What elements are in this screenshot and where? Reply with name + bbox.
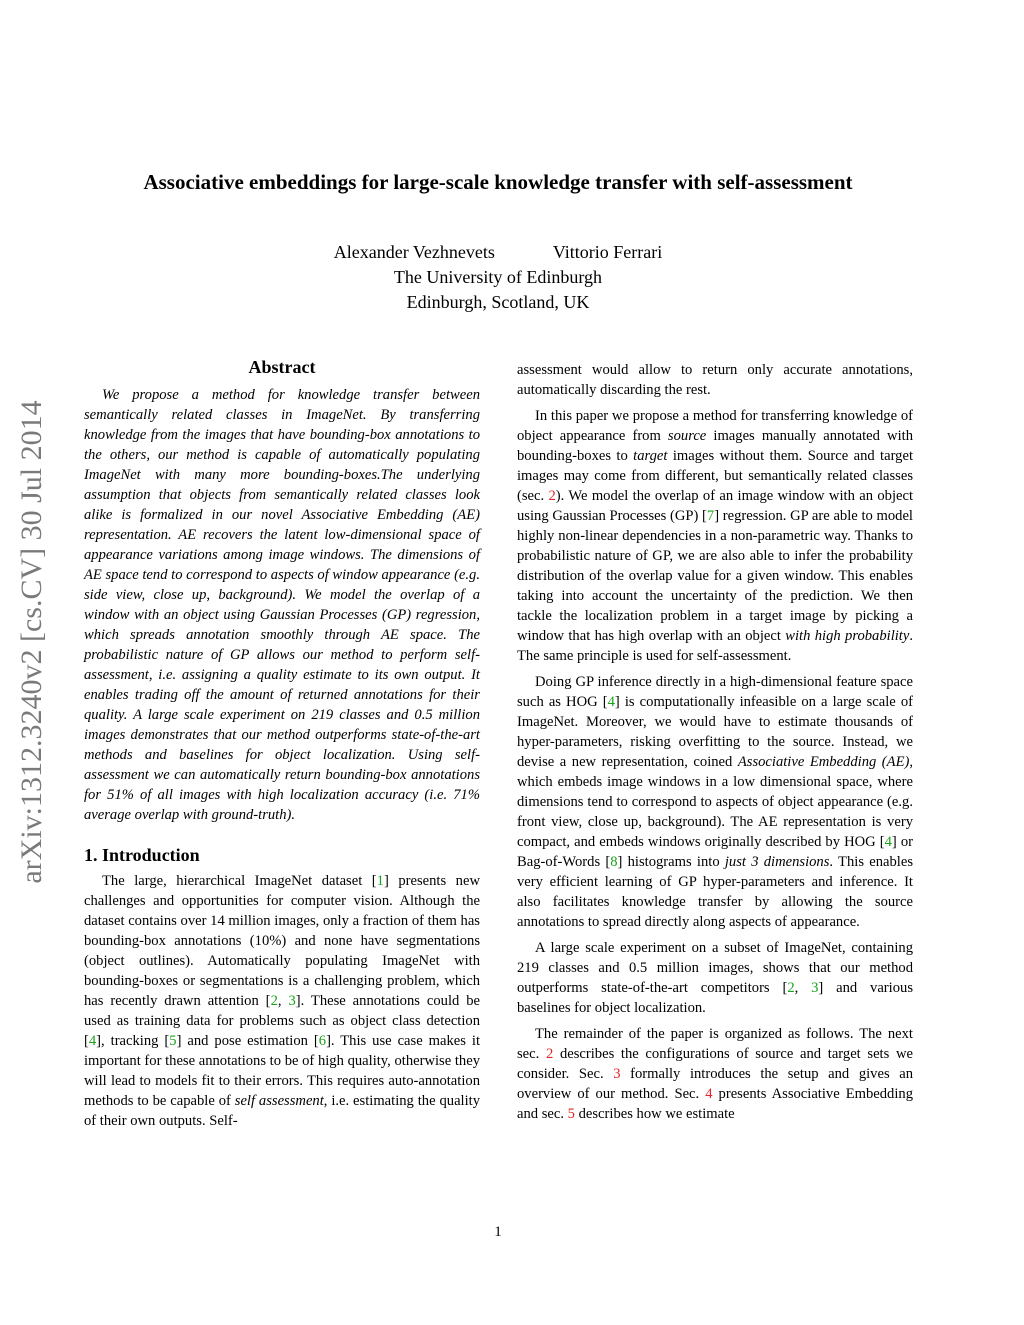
citation-link[interactable]: 1 (376, 873, 384, 889)
page-number: 1 (494, 1224, 502, 1240)
author-name: Alexander Vezhnevets (333, 242, 495, 262)
citation-link[interactable]: 8 (610, 854, 618, 870)
right-column (517, 360, 913, 1124)
section-heading: 1. Introduction (84, 845, 200, 865)
citation-link[interactable]: 2 (787, 980, 795, 996)
left-column (84, 357, 480, 1131)
author-name: Vittorio Ferrari (552, 242, 663, 262)
author-block (0, 240, 996, 315)
section-ref-link[interactable]: 5 (567, 1106, 575, 1122)
section-ref-link[interactable]: 3 (613, 1066, 621, 1082)
section-ref-link[interactable]: 4 (705, 1086, 713, 1102)
citation-link[interactable]: 3 (288, 993, 296, 1009)
paper-title: Associative embeddings for large-scale knowledge transfer with self-assessment (143, 170, 853, 194)
body-paragraph: A large scale experiment on a subset of ImageNet, containing 219 classes and 0.5 million images, shows that our method outperforms state-of-the-art competitors [2, 3] and various baselines for object localization. (517, 940, 913, 1016)
citation-link[interactable]: 4 (88, 1033, 97, 1049)
citation-link[interactable]: 4 (607, 694, 615, 710)
citation-link[interactable]: 4 (884, 834, 892, 850)
citation-link[interactable]: 3 (811, 980, 819, 996)
arxiv-identifier: arXiv:1312.3240v2 [cs.CV] 30 Jul 2014 (15, 400, 48, 884)
section-ref-link[interactable]: 2 (548, 488, 556, 504)
citation-link[interactable]: 5 (169, 1033, 177, 1049)
body-paragraph: In this paper we propose a method for transferring knowledge of object appearance from source images manually annotated with bounding-boxes to target images without them. Source and target images may come from different, but semantically related classes (sec. 2). We model the overlap of an image window with an object using Gaussian Processes (GP) [7] regression. GP are able to model highly non-linear dependencies in a non-parametric way. Thanks to probabilistic nature of GP, we are also able to infer the probability distribution of the overlap value for a given window. This enables taking into account the uncertainty of the prediction. We then tackle the localization problem in a target image by picking a window that has high overlap with an object with high probability. The same principle is used for self-assessment. (517, 408, 914, 664)
section-ref-link[interactable]: 2 (545, 1046, 554, 1062)
citation-link[interactable]: 6 (318, 1033, 327, 1049)
abstract-heading: Abstract (248, 357, 316, 377)
citation-link[interactable]: 7 (706, 508, 715, 524)
author-names (0, 240, 996, 265)
affiliation: The University of Edinburgh (393, 267, 603, 287)
body-paragraph: assessment would allow to return only accurate annotations, automatically discarding the rest. (517, 362, 913, 398)
abstract-text: We propose a method for knowledge transfer between semantically related classes in ImageNet. By transferring knowledge from the images that have bounding-box annotations to the others, our method is capable of automatically populating ImageNet with many more bounding-boxes.The underlying assumption that objects from semantically related classes look alike is formalized in our novel Associative Embedding (AE) representation. AE recovers the latent low-dimensional space of appearance variations among image windows. The dimensions of AE space tend to correspond to aspects of window appearance (e.g. side view, close up, background). We model the overlap of a window with an object using Gaussian Processes (GP) regression, which spreads annotation smoothly through AE space. The probabilistic nature of GP allows our method to perform self-assessment, i.e. assigning a quality estimate to its own output. It enables trading off the amount of returned annotations for their quality. A large scale experiment on 219 classes and 0.5 million images demonstrates that our method outperforms state-of-the-art methods and baselines for object localization. Using self-assessment we can automatically return bounding-box annotations for 51% of all images with high localization accuracy (i.e. 71% average overlap with ground-truth). (84, 387, 480, 823)
body-paragraph: Doing GP inference directly in a high-dimensional feature space such as HOG [4] is computationally infeasible on a large scale of ImageNet. Moreover, we would have to estimate thousands of hyper-parameters, risking overfitting to the source. Instead, we devise a new representation, coined Associative Embedding (AE), which embeds image windows in a low dimensional space, where dimensions tend to correspond to aspects of object appearance (e.g. front view, close up, background). The AE representation is very compact, and embeds windows originally described by HOG [4] or Bag-of-Words [8] histograms into just 3 dimensions. This enables very efficient learning of GP hyper-parameters and inference. It also facilitates knowledge transfer by allowing the source annotations to spread directly along aspects of appearance. (517, 674, 914, 930)
body-paragraph: The remainder of the paper is organized as follows. The next sec. 2 describes the configurations of source and target sets we consider. Sec. 3 formally introduces the setup and gives an overview of our method. Sec. 4 presents Associative Embedding and sec. 5 describes how we estimate (517, 1026, 913, 1122)
citation-link[interactable]: 2 (270, 993, 278, 1009)
location: Edinburgh, Scotland, UK (406, 292, 590, 312)
intro-paragraph: The large, hierarchical ImageNet dataset [1] presents new challenges and opportunities for computer vision. Although the dataset contains over 14 million images, only a fraction of them has bounding-box annotations (10%) and none have segmentations (object outlines). Automatically populating ImageNet with bounding-boxes or segmentations is a challenging problem, which has recently drawn attention [2, 3]. These annotations could be used as training data for problems such as object class detection [4], tracking [5] and pose estimation [6]. This use case makes it important for these annotations to be of high quality, otherwise they will lead to models fit to their errors. This requires auto-annotation methods to be capable of self assessment, i.e. estimating the quality of their own outputs. Self- (84, 873, 481, 1129)
